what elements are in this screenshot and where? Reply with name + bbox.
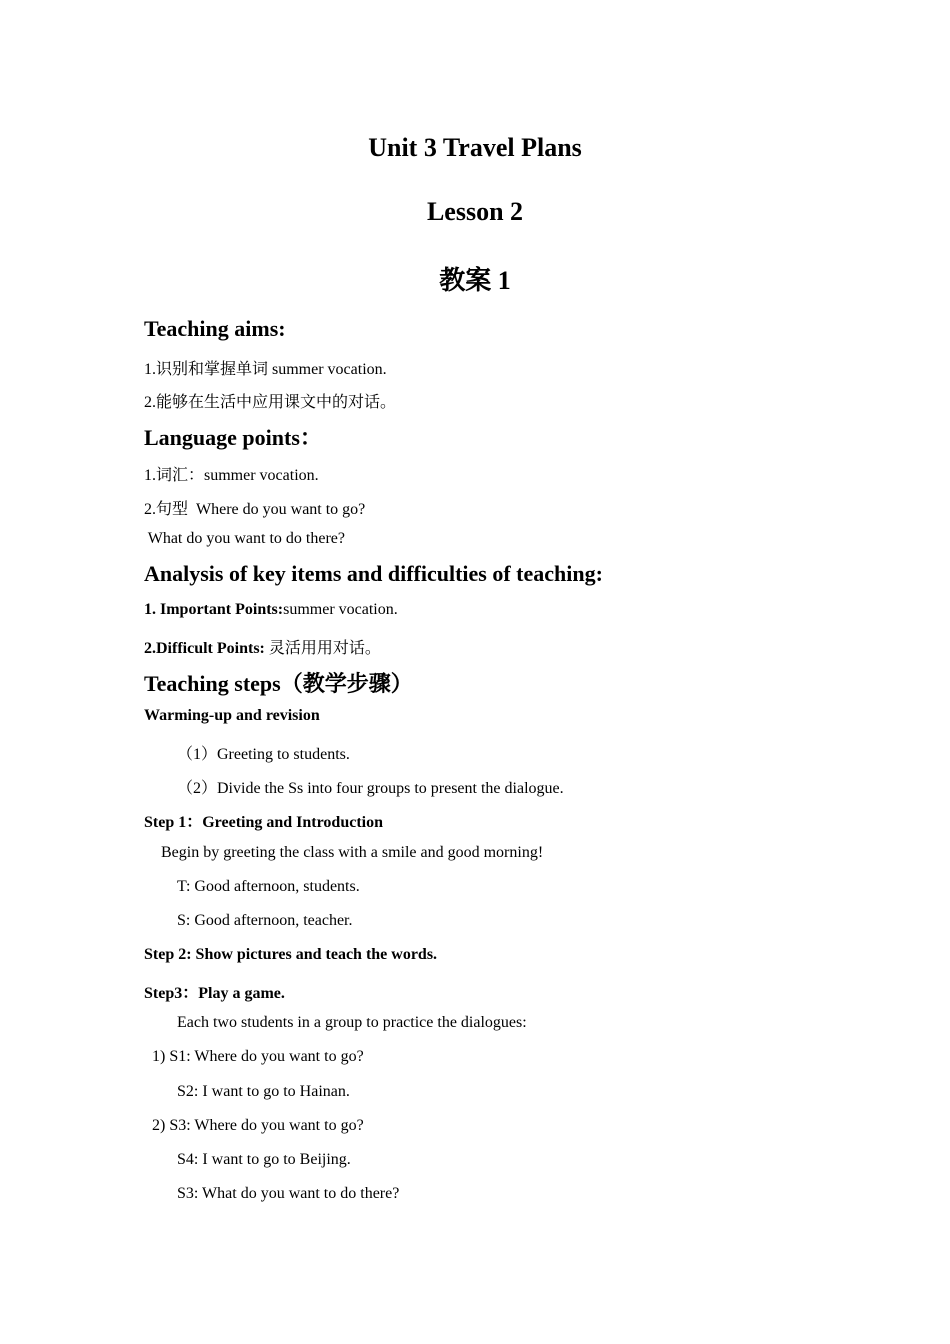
teaching-aim-1: 1.识别和掌握单词 summer vocation. bbox=[144, 361, 387, 378]
language-point-1: 1.词汇：summer vocation. bbox=[144, 467, 319, 484]
step3-heading: Step3：Play a game. bbox=[144, 985, 285, 1002]
difficult-points-text: 灵活用用对话。 bbox=[268, 640, 381, 657]
difficult-points bbox=[144, 635, 381, 658]
important-points bbox=[144, 601, 398, 619]
language-point-3: What do you want to do there? bbox=[144, 530, 345, 547]
warmup-item-2: （2）Divide the Ss into four groups to present the dialogue. bbox=[177, 780, 564, 797]
warmup-item-1: （1）Greeting to students. bbox=[177, 746, 350, 763]
document-title: Unit 3 Travel Plans bbox=[368, 133, 582, 162]
dialogue-2-line-1: 2) S3: Where do you want to go? bbox=[152, 1117, 364, 1134]
step1-text: Begin by greeting the class with a smile and good morning! bbox=[161, 844, 544, 861]
lesson-title: Lesson 2 bbox=[426, 197, 524, 226]
plan-label: 教案 1 bbox=[439, 266, 511, 295]
important-points-text: summer vocation. bbox=[283, 601, 398, 618]
teaching-steps-heading: Teaching steps（教学步骤） bbox=[144, 671, 413, 696]
dialogue-1-line-1: 1) S1: Where do you want to go? bbox=[152, 1048, 364, 1065]
language-points-heading: Language points： bbox=[144, 425, 322, 450]
important-points-label: 1. Important Points: bbox=[144, 601, 284, 618]
step1-teacher-line: T: Good afternoon, students. bbox=[177, 878, 360, 895]
step2-heading: Step 2: Show pictures and teach the words. bbox=[144, 946, 438, 963]
language-point-2: 2.句型 Where do you want to go? bbox=[144, 501, 366, 518]
warmup-heading: Warming-up and revision bbox=[144, 707, 320, 724]
step1-heading: Step 1：Greeting and Introduction bbox=[144, 814, 383, 831]
dialogue-2-line-2: S4: I want to go to Beijing. bbox=[177, 1151, 351, 1168]
step3-text: Each two students in a group to practice the dialogues: bbox=[177, 1014, 527, 1031]
step1-student-line: S: Good afternoon, teacher. bbox=[177, 912, 353, 929]
difficult-points-label: 2.Difficult Points: bbox=[144, 640, 269, 657]
teaching-aim-2: 2.能够在生活中应用课文中的对话。 bbox=[144, 394, 397, 411]
analysis-heading: Analysis of key items and difficulties of teaching: bbox=[144, 561, 603, 586]
teaching-aims-heading: Teaching aims: bbox=[144, 316, 286, 341]
dialogue-2-line-3: S3: What do you want to do there? bbox=[177, 1185, 400, 1202]
dialogue-1-line-2: S2: I want to go to Hainan. bbox=[177, 1083, 350, 1100]
